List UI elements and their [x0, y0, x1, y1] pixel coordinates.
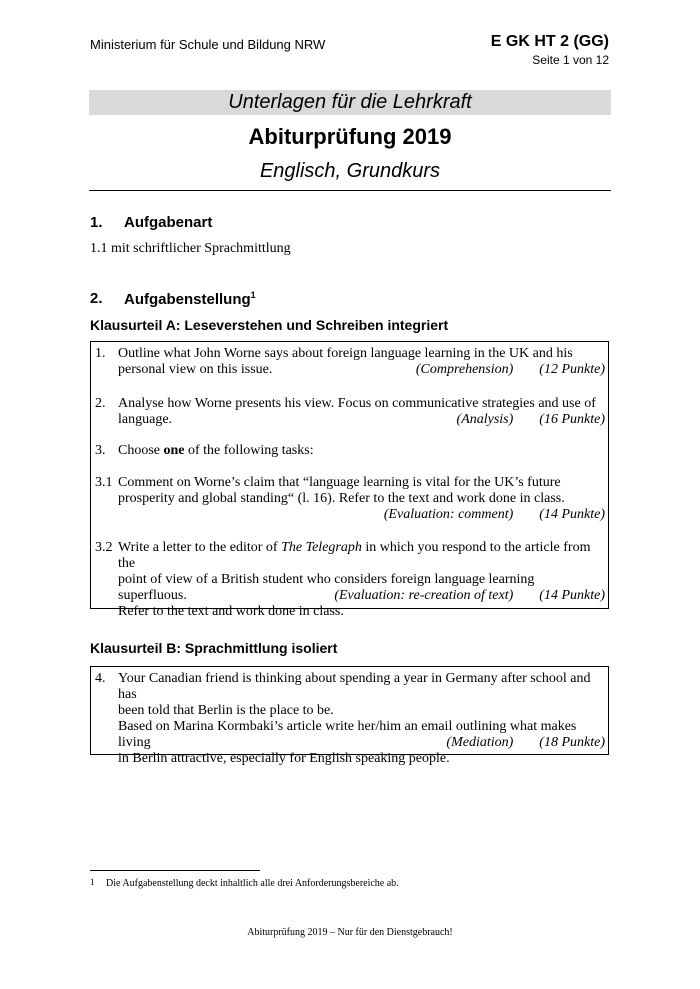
task-points: (14 Punkte): [539, 507, 605, 522]
task-text-line: Refer to the text and work done in class.: [118, 604, 344, 619]
task-marking: [416, 362, 605, 378]
task-text-line: Analyse how Worne presents his view. Focus on communicative strategies and use of: [118, 396, 596, 411]
section2-heading: [124, 290, 256, 308]
task-text-line: Outline what John Worne says about foreign language learning in the UK and his: [118, 346, 573, 361]
task-type-text: 1.1 mit schriftlicher Sprachmittlung: [90, 241, 291, 256]
task-points: (16 Punkte): [539, 412, 605, 427]
task-text-line: prosperity and global standing“ (l. 16). Refer to the text and work done in class.: [118, 491, 565, 506]
task-number: 3.2: [95, 540, 113, 555]
task-text-line: in Berlin attractive, especially for English speaking people.: [118, 751, 450, 766]
footnote-number: 1: [90, 877, 95, 887]
task-marking: [384, 507, 605, 523]
task-text-line: language.: [118, 412, 173, 427]
task-type: (Evaluation: re-creation of text): [334, 588, 514, 603]
task-points: (12 Punkte): [539, 362, 605, 377]
task-number: 4.: [95, 671, 106, 686]
section2-number: 2.: [90, 290, 103, 307]
document-subtitle: Unterlagen für die Lehrkraft: [228, 91, 472, 113]
task-points: (18 Punkte): [539, 735, 605, 750]
ministry-name: Ministerium für Schule und Bildung NRW: [90, 37, 326, 52]
footnote-text: Die Aufgabenstellung deckt inhaltlich alle drei Anforderungsbereiche ab.: [106, 878, 399, 889]
newspaper-title: The Telegraph: [281, 540, 362, 555]
choice-emphasis: one: [163, 443, 185, 458]
task-marking: [334, 588, 605, 604]
task-type: (Analysis): [456, 412, 514, 427]
task-text-line: Based on Marina Kormbaki’s article write her/him an email outlining what makes living: [118, 719, 577, 750]
part-b-task-box: [90, 666, 609, 766]
part-a-heading: Klausurteil A: Leseverstehen und Schreiben integriert: [90, 317, 449, 333]
task-points: (14 Punkte): [539, 588, 605, 603]
task-number: 1.: [95, 346, 106, 361]
task-text-line: point of view of a British student who considers foreign language learning superfluous.: [118, 572, 535, 603]
task-text-line: personal view on this issue.: [118, 362, 273, 377]
title-divider: [89, 190, 611, 191]
part-a-task-box: [90, 341, 609, 619]
task-number: 3.1: [95, 475, 113, 490]
task-text-line: been told that Berlin is the place to be.: [118, 703, 334, 718]
task-type: (Evaluation: comment): [383, 507, 514, 522]
exam-code: E GK HT 2 (GG): [490, 33, 609, 50]
section1-number: 1.: [90, 214, 103, 231]
task-text-line: Choose one of the following tasks:: [118, 443, 314, 458]
task-type: (Mediation): [446, 735, 514, 750]
task-text-line: Comment on Worne’s claim that “language learning is vital for the UK’s future: [118, 475, 561, 490]
task-number: 3.: [95, 443, 106, 458]
task-marking: [446, 735, 605, 751]
page-number: Seite 1 von 12: [532, 53, 609, 67]
footnote-ref: 1: [250, 290, 256, 300]
task-number: 2.: [95, 396, 106, 411]
section1-heading: Aufgabenart: [124, 214, 213, 231]
task-text-line: Your Canadian friend is thinking about spending a year in Germany after school and has: [118, 671, 591, 702]
part-b-heading: Klausurteil B: Sprachmittlung isoliert: [90, 640, 338, 656]
task-marking: [457, 412, 605, 428]
course-name: Englisch, Grundkurs: [259, 160, 441, 182]
section2-heading-text: Aufgabenstellung: [124, 291, 251, 308]
page-title: Abiturprüfung 2019: [248, 124, 452, 149]
page-footer: Abiturprüfung 2019 – Nur für den Dienstgebrauch!: [247, 927, 453, 938]
task-text-line: Write a letter to the editor of The Telegraph in which you respond to the article from the: [118, 540, 591, 571]
task-type: (Comprehension): [415, 362, 514, 377]
footnote-divider: [90, 870, 260, 871]
